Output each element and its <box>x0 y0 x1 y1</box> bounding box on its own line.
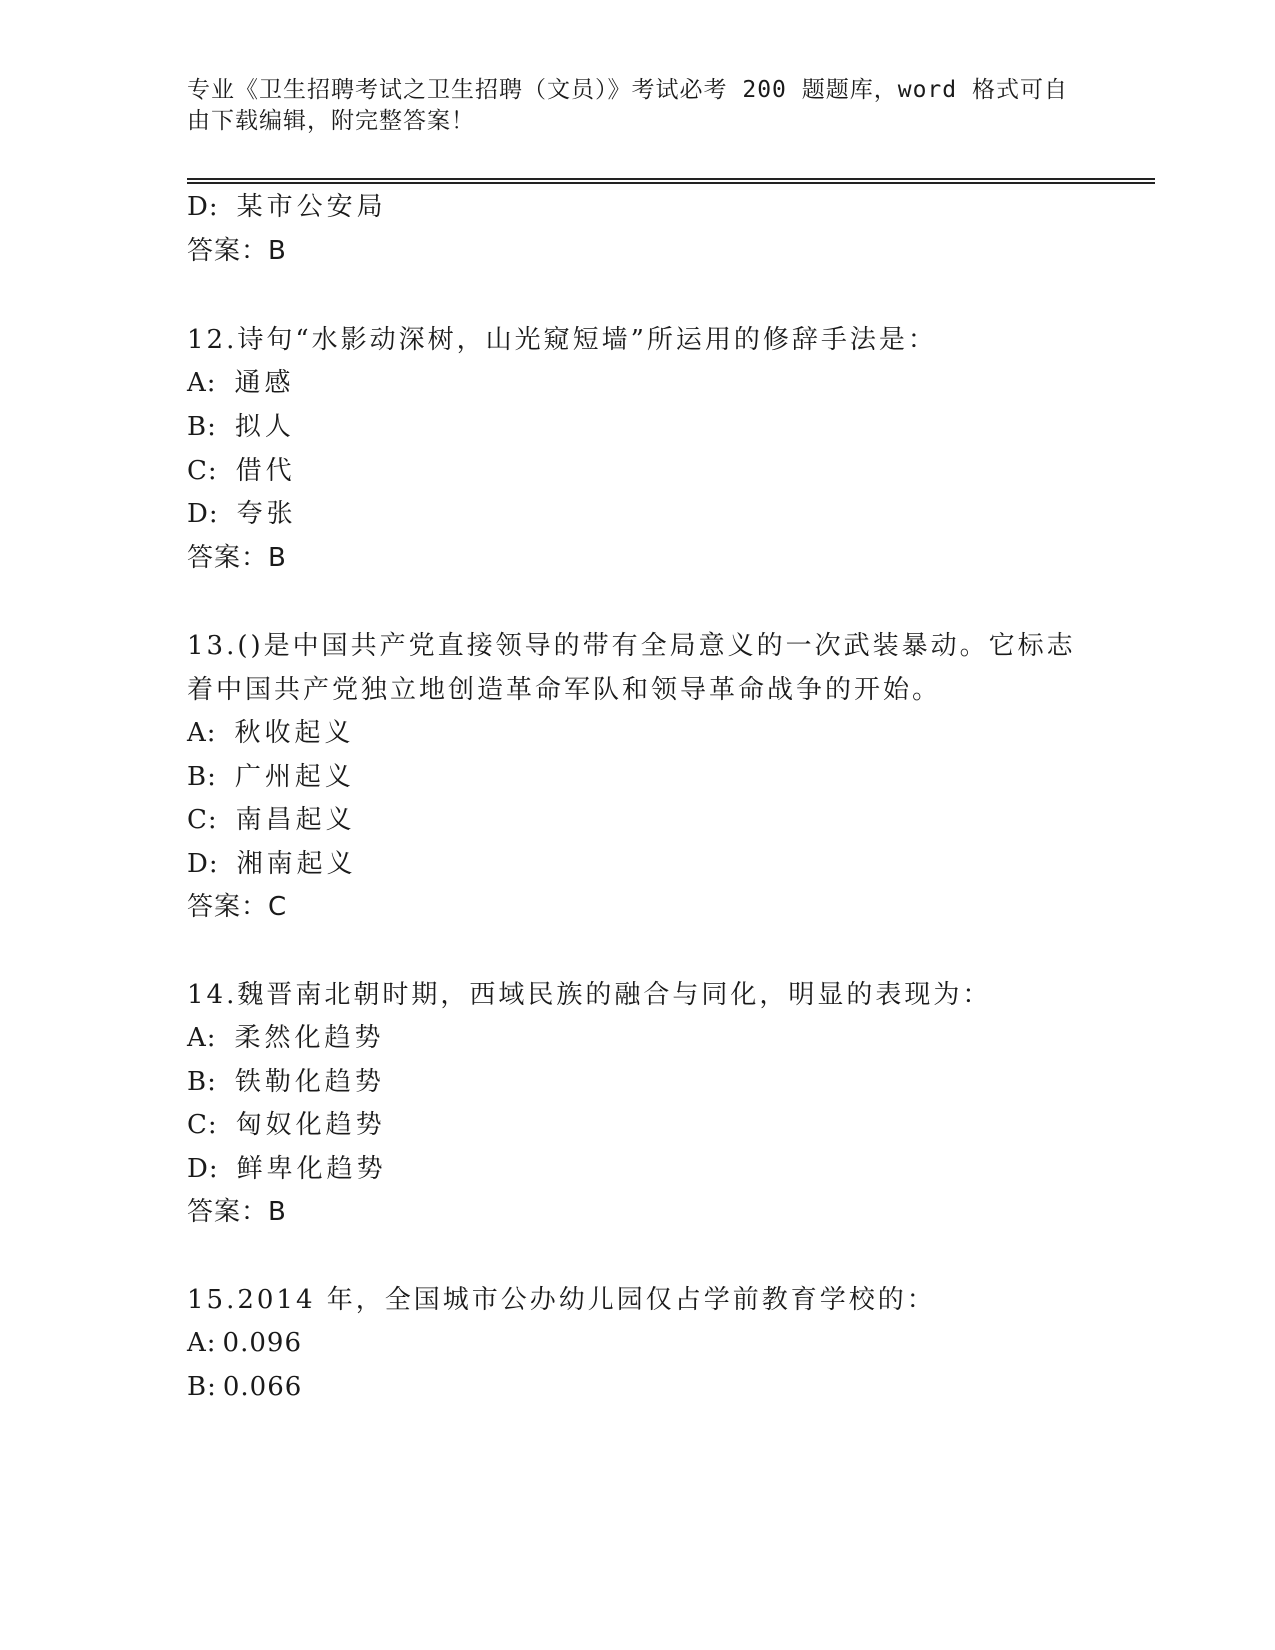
option-label: A: <box>187 1328 217 1358</box>
option-text: 鲜卑化趋势 <box>236 1154 387 1184</box>
option-text: 柔然化趋势 <box>234 1023 385 1053</box>
option-label: A: <box>187 718 217 748</box>
option-label: B: <box>187 1372 217 1402</box>
q12-option-b <box>187 410 295 444</box>
option-text: 通感 <box>234 368 295 398</box>
option-text: 借代 <box>235 456 296 486</box>
option-text: 湘南起义 <box>236 849 357 879</box>
q11-answer: 答案：B <box>187 236 287 266</box>
option-label: B: <box>187 762 217 792</box>
option-text: 0.066 <box>222 1372 303 1402</box>
option-label: D: <box>187 849 219 879</box>
option-text: 某市公安局 <box>236 192 387 222</box>
q12-option-d <box>187 497 297 531</box>
q13-option-b <box>187 760 355 794</box>
q14-answer: 答案：B <box>187 1197 287 1227</box>
option-label: D: <box>187 192 219 222</box>
q12-option-a <box>187 366 295 400</box>
option-text: 秋收起义 <box>234 718 355 748</box>
q13-stem-line-2: 着中国共产党独立地创造革命军队和领导革命战争的开始。 <box>187 675 942 705</box>
q14-option-d <box>187 1152 387 1186</box>
option-label: A: <box>187 1023 217 1053</box>
q15-stem: 15.2014 年，全国城市公办幼儿园仅占学前教育学校的： <box>187 1285 936 1315</box>
option-label: C: <box>187 1110 218 1140</box>
q14-option-b <box>187 1065 385 1099</box>
q11-option-d <box>187 190 387 224</box>
option-text: 南昌起义 <box>235 805 356 835</box>
q13-option-a <box>187 716 355 750</box>
q13-answer: 答案：C <box>187 892 288 922</box>
q13-option-d <box>187 847 357 881</box>
q12-answer: 答案：B <box>187 543 287 573</box>
document-header <box>187 75 1087 137</box>
header-divider-top <box>187 178 1155 180</box>
option-label: C: <box>187 456 218 486</box>
option-label: A: <box>187 368 217 398</box>
option-text: 0.096 <box>222 1328 302 1358</box>
option-text: 拟人 <box>234 412 295 442</box>
q15-option-b <box>187 1370 302 1404</box>
header-line-1: 专业《卫生招聘考试之卫生招聘（文员）》考试必考 200 题题库，word 格式可自 <box>187 77 1068 103</box>
header-divider-bottom <box>187 182 1155 184</box>
option-text: 匈奴化趋势 <box>235 1110 386 1140</box>
q14-stem: 14.魏晋南北朝时期，西域民族的融合与同化，明显的表现为： <box>187 980 992 1010</box>
q13-option-c <box>187 803 356 837</box>
option-label: D: <box>187 1154 219 1184</box>
option-text: 铁勒化趋势 <box>234 1067 385 1097</box>
q13-stem-line-1: 13.()是中国共产党直接领导的带有全局意义的一次武装暴动。它标志 <box>187 631 1076 661</box>
option-label: B: <box>187 1067 217 1097</box>
q14-option-c <box>187 1108 386 1142</box>
q12-option-c <box>187 454 296 488</box>
option-text: 广州起义 <box>234 762 355 792</box>
option-label: C: <box>187 805 218 835</box>
option-label: B: <box>187 412 217 442</box>
q14-option-a <box>187 1021 385 1055</box>
q15-option-a <box>187 1326 302 1360</box>
option-label: D: <box>187 499 219 529</box>
option-text: 夸张 <box>236 499 297 529</box>
q12-stem: 12.诗句“水影动深树，山光窥短墙”所运用的修辞手法是： <box>187 325 937 355</box>
header-line-2: 由下载编辑，附完整答案！ <box>187 108 475 134</box>
